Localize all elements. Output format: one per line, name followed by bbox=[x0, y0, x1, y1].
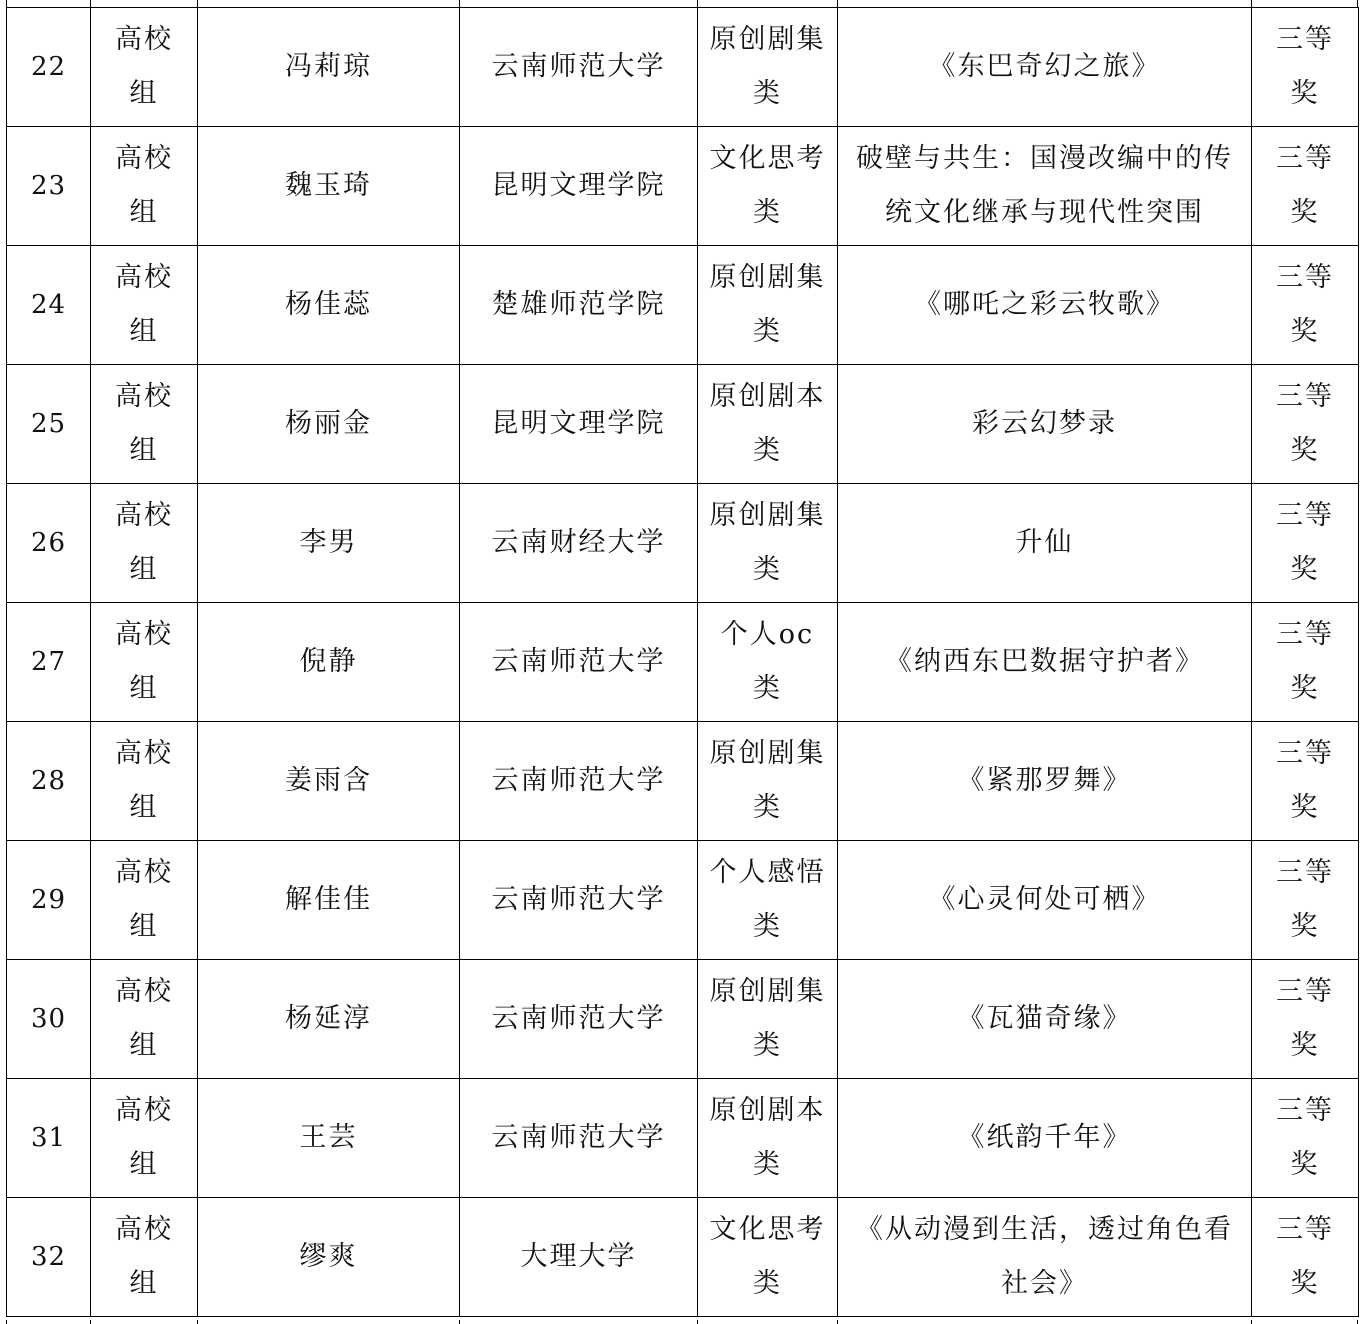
cell-group: 高校组 bbox=[91, 960, 198, 1079]
cell-award: 三等奖 bbox=[1252, 8, 1359, 127]
cell-group: 高校组 bbox=[91, 127, 198, 246]
table-row bbox=[7, 722, 1359, 841]
cell-award: 三等奖 bbox=[1252, 127, 1359, 246]
cell-number: 22 bbox=[7, 8, 91, 127]
cell-group: 高校组 bbox=[91, 1198, 198, 1317]
cell-work-title: 破壁与共生：国漫改编中的传统文化继承与现代性突围 bbox=[838, 127, 1252, 246]
column-divider bbox=[1251, 1320, 1252, 1324]
cell-category: 原创剧集类 bbox=[698, 246, 838, 365]
cell-work-title: 《紧那罗舞》 bbox=[838, 722, 1252, 841]
cell-work-title: 升仙 bbox=[838, 484, 1252, 603]
cell-name: 倪静 bbox=[198, 603, 460, 722]
cell-award: 三等奖 bbox=[1252, 841, 1359, 960]
cell-category: 个人感悟类 bbox=[698, 841, 838, 960]
cell-work-title: 《从动漫到生活，透过角色看社会》 bbox=[838, 1198, 1252, 1317]
cell-category: 文化思考类 bbox=[698, 127, 838, 246]
cell-group: 高校组 bbox=[91, 1079, 198, 1198]
cell-name: 杨延淳 bbox=[198, 960, 460, 1079]
cell-category: 个人oc类 bbox=[698, 603, 838, 722]
table-row bbox=[7, 365, 1359, 484]
cell-name: 缪爽 bbox=[198, 1198, 460, 1317]
column-divider bbox=[697, 0, 698, 7]
cell-number: 32 bbox=[7, 1198, 91, 1317]
cell-school: 云南师范大学 bbox=[460, 841, 698, 960]
table-row bbox=[7, 246, 1359, 365]
cell-work-title: 《哪吒之彩云牧歌》 bbox=[838, 246, 1252, 365]
cell-category: 原创剧集类 bbox=[698, 722, 838, 841]
cell-award: 三等奖 bbox=[1252, 1198, 1359, 1317]
cell-school: 云南师范大学 bbox=[460, 960, 698, 1079]
column-divider bbox=[697, 1320, 698, 1324]
cell-category: 原创剧本类 bbox=[698, 365, 838, 484]
cell-school: 昆明文理学院 bbox=[460, 365, 698, 484]
column-divider bbox=[837, 1320, 838, 1324]
cell-name: 冯莉琼 bbox=[198, 8, 460, 127]
table-top-continuation bbox=[6, 0, 1358, 7]
table-body bbox=[7, 8, 1359, 1317]
cell-number: 30 bbox=[7, 960, 91, 1079]
cell-name: 魏玉琦 bbox=[198, 127, 460, 246]
table-row bbox=[7, 127, 1359, 246]
table-row bbox=[7, 960, 1359, 1079]
column-divider bbox=[197, 1320, 198, 1324]
table-row bbox=[7, 1079, 1359, 1198]
awards-table bbox=[6, 7, 1359, 1317]
cell-work-title: 《纳西东巴数据守护者》 bbox=[838, 603, 1252, 722]
cell-category: 原创剧集类 bbox=[698, 8, 838, 127]
cell-award: 三等奖 bbox=[1252, 365, 1359, 484]
cell-school: 云南师范大学 bbox=[460, 603, 698, 722]
cell-name: 王芸 bbox=[198, 1079, 460, 1198]
cell-work-title: 彩云幻梦录 bbox=[838, 365, 1252, 484]
column-divider bbox=[197, 0, 198, 7]
column-divider bbox=[459, 1320, 460, 1324]
cell-award: 三等奖 bbox=[1252, 722, 1359, 841]
cell-category: 原创剧集类 bbox=[698, 960, 838, 1079]
cell-school: 昆明文理学院 bbox=[460, 127, 698, 246]
cell-category: 原创剧集类 bbox=[698, 484, 838, 603]
cell-number: 27 bbox=[7, 603, 91, 722]
table-row bbox=[7, 1198, 1359, 1317]
cell-school: 云南师范大学 bbox=[460, 8, 698, 127]
cell-number: 29 bbox=[7, 841, 91, 960]
cell-name: 解佳佳 bbox=[198, 841, 460, 960]
column-divider bbox=[837, 0, 838, 7]
cell-number: 24 bbox=[7, 246, 91, 365]
cell-name: 李男 bbox=[198, 484, 460, 603]
cell-name: 杨佳蕊 bbox=[198, 246, 460, 365]
cell-number: 28 bbox=[7, 722, 91, 841]
cell-group: 高校组 bbox=[91, 246, 198, 365]
cell-group: 高校组 bbox=[91, 8, 198, 127]
cell-name: 杨丽金 bbox=[198, 365, 460, 484]
cell-category: 文化思考类 bbox=[698, 1198, 838, 1317]
table-bottom-continuation bbox=[6, 1320, 1358, 1324]
cell-award: 三等奖 bbox=[1252, 603, 1359, 722]
cell-award: 三等奖 bbox=[1252, 246, 1359, 365]
cell-category: 原创剧本类 bbox=[698, 1079, 838, 1198]
table-row bbox=[7, 841, 1359, 960]
column-divider bbox=[90, 1320, 91, 1324]
cell-group: 高校组 bbox=[91, 841, 198, 960]
cell-school: 楚雄师范学院 bbox=[460, 246, 698, 365]
cell-school: 云南师范大学 bbox=[460, 1079, 698, 1198]
cell-work-title: 《心灵何处可栖》 bbox=[838, 841, 1252, 960]
cell-school: 云南师范大学 bbox=[460, 722, 698, 841]
cell-group: 高校组 bbox=[91, 484, 198, 603]
cell-school: 云南财经大学 bbox=[460, 484, 698, 603]
cell-number: 31 bbox=[7, 1079, 91, 1198]
column-divider bbox=[1251, 0, 1252, 7]
cell-number: 26 bbox=[7, 484, 91, 603]
cell-award: 三等奖 bbox=[1252, 1079, 1359, 1198]
cell-group: 高校组 bbox=[91, 603, 198, 722]
cell-work-title: 《瓦猫奇缘》 bbox=[838, 960, 1252, 1079]
cell-award: 三等奖 bbox=[1252, 484, 1359, 603]
cell-school: 大理大学 bbox=[460, 1198, 698, 1317]
table-row bbox=[7, 484, 1359, 603]
column-divider bbox=[459, 0, 460, 7]
cell-number: 23 bbox=[7, 127, 91, 246]
cell-group: 高校组 bbox=[91, 365, 198, 484]
cell-group: 高校组 bbox=[91, 722, 198, 841]
cell-number: 25 bbox=[7, 365, 91, 484]
table-row bbox=[7, 603, 1359, 722]
cell-name: 姜雨含 bbox=[198, 722, 460, 841]
cell-work-title: 《纸韵千年》 bbox=[838, 1079, 1252, 1198]
cell-work-title: 《东巴奇幻之旅》 bbox=[838, 8, 1252, 127]
table-row bbox=[7, 8, 1359, 127]
cell-award: 三等奖 bbox=[1252, 960, 1359, 1079]
column-divider bbox=[90, 0, 91, 7]
